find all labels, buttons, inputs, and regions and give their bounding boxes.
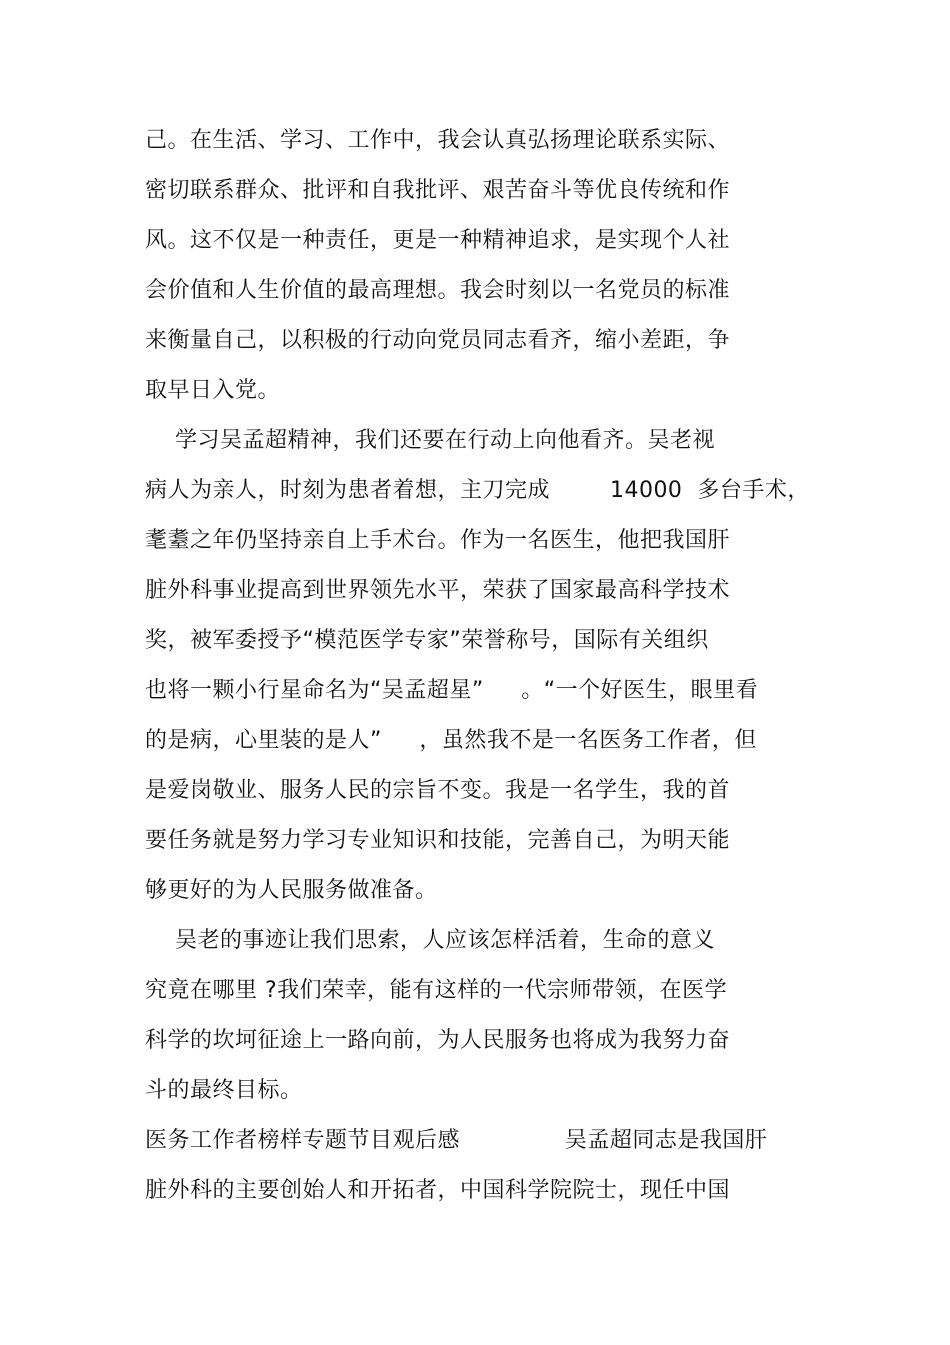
text-line: 医务工作者榜样专题节目观后感 吴孟超同志是我国肝 xyxy=(145,1128,768,1153)
text-line: 耄耋之年仍坚持亲自上手术台。作为一名医生，他把我国肝 xyxy=(145,528,731,553)
text-line: 密切联系群众、批评和自我批评、艰苦奋斗等优良传统和作 xyxy=(145,178,731,203)
text-line: 学习吴孟超精神，我们还要在行动上向他看齐。吴老视 xyxy=(145,428,715,453)
text-line: 病人为亲人，时刻为患者着想，主刀完成 14000 多台手术， xyxy=(145,478,810,503)
text-line: 斗的最终目标。 xyxy=(145,1078,303,1103)
text-line: 奖，被军委授予“模范医学专家”荣誉称号，国际有关组织 xyxy=(145,628,709,653)
text-line: 要任务就是努力学习专业知识和技能，完善自己，为明天能 xyxy=(145,828,731,853)
text-line: 是爱岗敬业、服务人民的宗旨不变。我是一名学生，我的首 xyxy=(145,778,731,803)
text-line: 究竟在哪里 ?我们荣幸，能有这样的一代宗师带领，在医学 xyxy=(145,978,728,1003)
text-line: 己。在生活、学习、工作中，我会认真弘扬理论联系实际、 xyxy=(145,128,731,153)
text-line: 取早日入党。 xyxy=(145,378,281,403)
text-line: 来衡量自己，以积极的行动向党员同志看齐，缩小差距，争 xyxy=(145,328,731,353)
text-line: 风。这不仅是一种责任，更是一种精神追求，是实现个人社 xyxy=(145,228,731,253)
text-line: 够更好的为人民服务做准备。 xyxy=(145,878,438,903)
text-line: 吴老的事迹让我们思索，人应该怎样活着，生命的意义 xyxy=(145,928,715,953)
text-line: 脏外科的主要创始人和开拓者，中国科学院院士，现任中国 xyxy=(145,1178,731,1203)
text-line: 科学的坎坷征途上一路向前，为人民服务也将成为我努力奋 xyxy=(145,1028,731,1053)
text-line: 也将一颗小行星命名为“吴孟超星” 。“一个好医生，眼里看 xyxy=(145,678,759,703)
text-line: 脏外科事业提高到世界领先水平，荣获了国家最高科学技术 xyxy=(145,578,731,603)
text-line: 的是病，心里装的是人” ，虽然我不是一名医务工作者，但 xyxy=(145,728,757,753)
text-line: 会价值和人生价值的最高理想。我会时刻以一名党员的标准 xyxy=(145,278,731,303)
